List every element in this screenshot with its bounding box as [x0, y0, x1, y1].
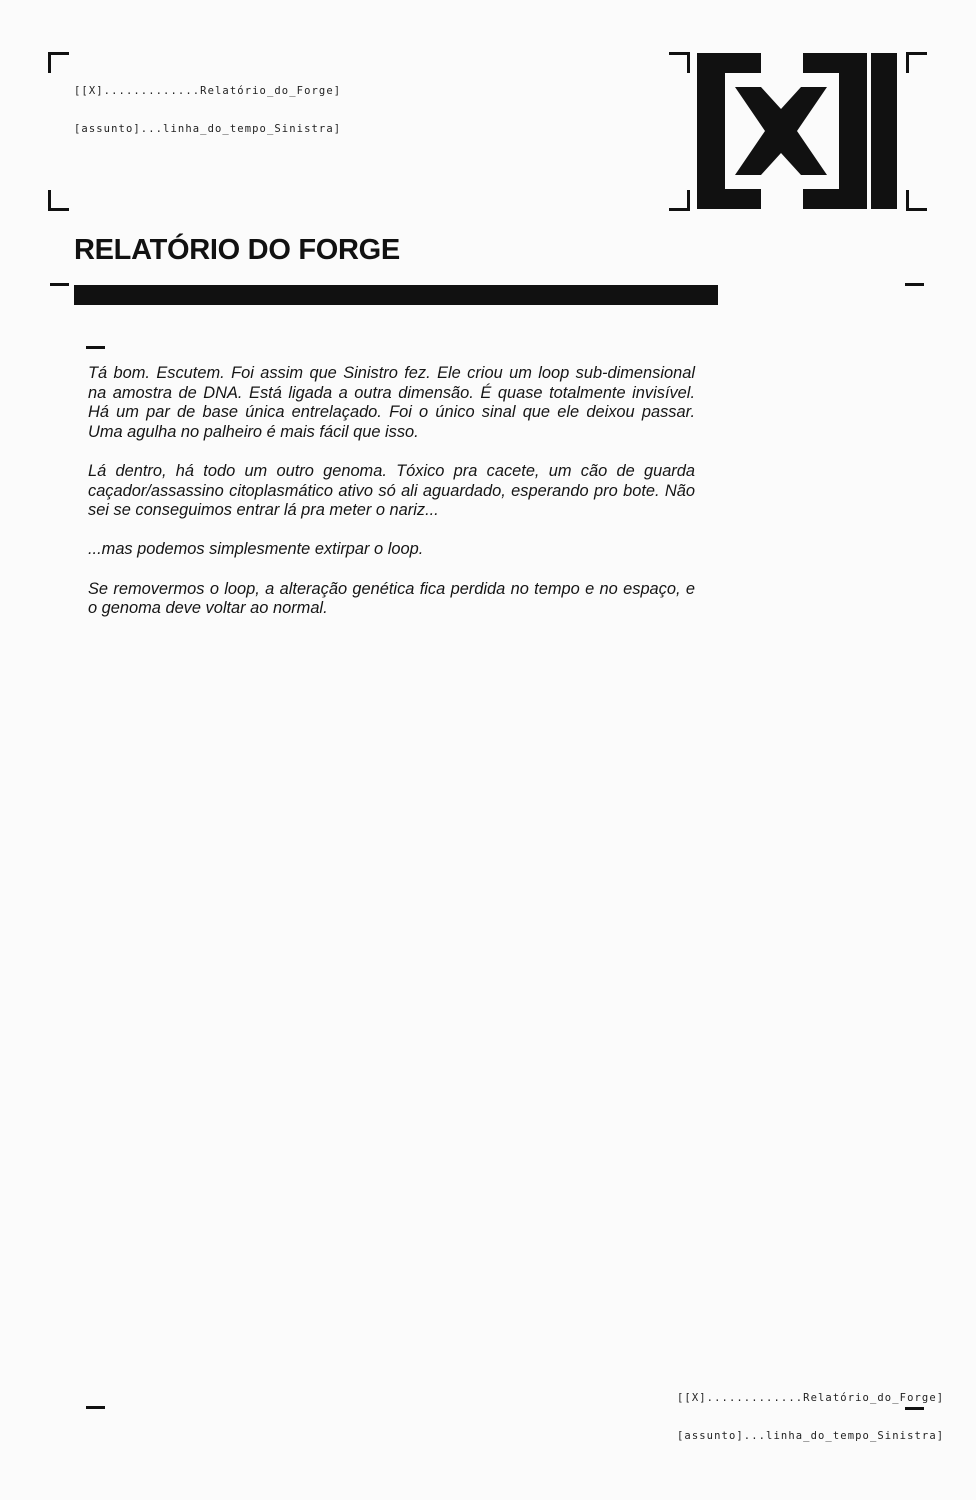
frame-corner-left-lower	[48, 190, 69, 211]
margin-dash-left-footer	[86, 1406, 105, 1409]
body-start-dash	[86, 346, 105, 349]
footer-meta-line-1: [[X].............Relatório_do_Forge]	[677, 1392, 945, 1404]
title-underline-bar	[74, 285, 718, 305]
header-meta-line-1: [[X].............Relatório_do_Forge]	[74, 85, 342, 97]
margin-dash-left-title	[50, 283, 69, 286]
body-paragraph-1: Tá bom. Escutem. Foi assim que Sinistro fez. Ele criou um loop sub-dimensional na amostra de DNA. Está ligada a outra dimensão. É quase totalmente invisível. Há um par de base única entrelaçado. Foi o único sinal que ele deixou passar. Uma agulha no palheiro é mais fácil que isso.	[88, 364, 695, 441]
body-paragraph-4: Se removermos o loop, a alteração genética fica perdida no tempo e no espaço, e o genoma deve voltar ao normal.	[88, 579, 695, 618]
header-meta	[74, 60, 341, 148]
body-paragraph-3: ...mas podemos simplesmente extirpar o loop.	[88, 540, 424, 559]
page-title: RELATÓRIO DO FORGE	[74, 234, 400, 266]
frame-corner-top-left	[48, 52, 69, 73]
x-men-logo-icon	[669, 51, 927, 211]
footer-meta-line-2: [assunto]...linha_do_tempo_Sinistra]	[677, 1429, 945, 1442]
body-paragraph-2: Lá dentro, há todo um outro genoma. Tóxico pra cacete, um cão de guarda caçador/assassino citoplasmático ativo só ali aguardado, esperando pro bote. Não sei se conseguimos entrar lá pra meter o nariz...	[88, 461, 695, 520]
footer-meta	[677, 1367, 944, 1455]
header-meta-line-2: [assunto]...linha_do_tempo_Sinistra]	[74, 122, 342, 135]
margin-dash-right-title	[905, 283, 924, 286]
report-body	[88, 364, 695, 638]
